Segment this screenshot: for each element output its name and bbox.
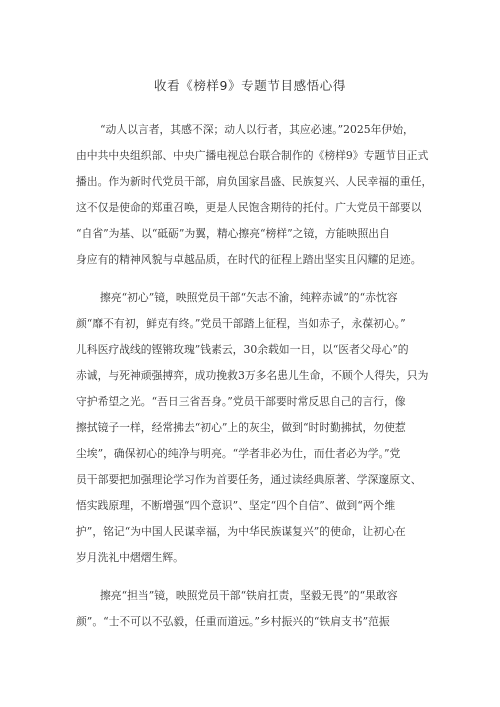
paragraph-1-line-3: 播出。作为新时代党员干部，肩负国家昌盛、民族复兴、人民幸福的重任，	[76, 175, 433, 188]
paragraph-1-line-2: 由中共中央组织部、中央广播电视总台联合制作的《榜样9》专题节目正式	[76, 149, 429, 162]
paragraph-2-line-4: 赤诚，与死神顽强搏弈，成功挽救3万多名患儿生命，不顾个人得失，只为	[76, 369, 429, 382]
paragraph-2-line-2: 颜“靡不有初，鲜克有终。”党员干部踏上征程，当如赤子，永葆初心。”	[76, 317, 406, 330]
paragraph-3-line-2: 颜”。“士不可以不弘毅，任重而道远。”乡村振兴的“铁肩支书”范振	[76, 615, 390, 628]
paragraph-1-line-4: 这不仅是使命的郑重召唤，更是人民饱含期待的托付。广大党员干部要以	[76, 201, 422, 214]
paragraph-2-line-8: 员干部要把加强理论学习作为首要任务，通过读经典原著、学深邃原文、	[76, 473, 422, 486]
paragraph-2-line-9: 悟实践原理，不断增强“四个意识”、坚定“四个自信”、做到“两个维	[76, 499, 396, 512]
paragraph-1-line-1: “动人以言者，其感不深；动人以行者，其应必速。”2025年伊始，	[100, 123, 414, 136]
paragraph-1-line-6: 身应有的精神风貌与卓越品质，在时代的征程上踏出坚实且闪耀的足迹。	[76, 253, 422, 266]
page-title: 收看《榜样9》专题节目感悟心得	[154, 78, 346, 93]
paragraph-1-line-5: “自省”为基、以“砥砺”为翼，精心擦亮“榜样”之镜，方能映照出自	[76, 227, 390, 240]
paragraph-2-line-5: 守护希望之光。“吾日三省吾身。”党员干部要时常反思自己的言行，像	[76, 395, 406, 408]
paragraph-2-line-10: 护”，铭记“为中国人民谋幸福，为中华民族谋复兴”的使命，让初心在	[76, 525, 406, 538]
paragraph-3-line-1: 擦亮“担当”镜，映照党员干部“铁肩扛责，坚毅无畏”的“果敢容	[100, 589, 398, 602]
paragraph-2-line-6: 擦拭镜子一样，经常拂去“初心”上的灰尘，做到“时时勤拂拭，勿使惹	[76, 421, 406, 434]
paragraph-2-line-11: 岁月洗礼中熠熠生辉。	[76, 551, 184, 564]
paragraph-2-line-1: 擦亮“初心”镜，映照党员干部“矢志不渝，纯粹赤诚”的“赤忱容	[100, 291, 398, 304]
paragraph-2-line-7: 尘埃”，确保初心的纯净与明亮。“学者非必为仕，而仕者必为学。”党	[76, 447, 401, 460]
paragraph-2-line-3: 儿科医疗战线的铿锵玫瑰”钱素云，30余载如一日，以“医者父母心”的	[76, 343, 409, 356]
